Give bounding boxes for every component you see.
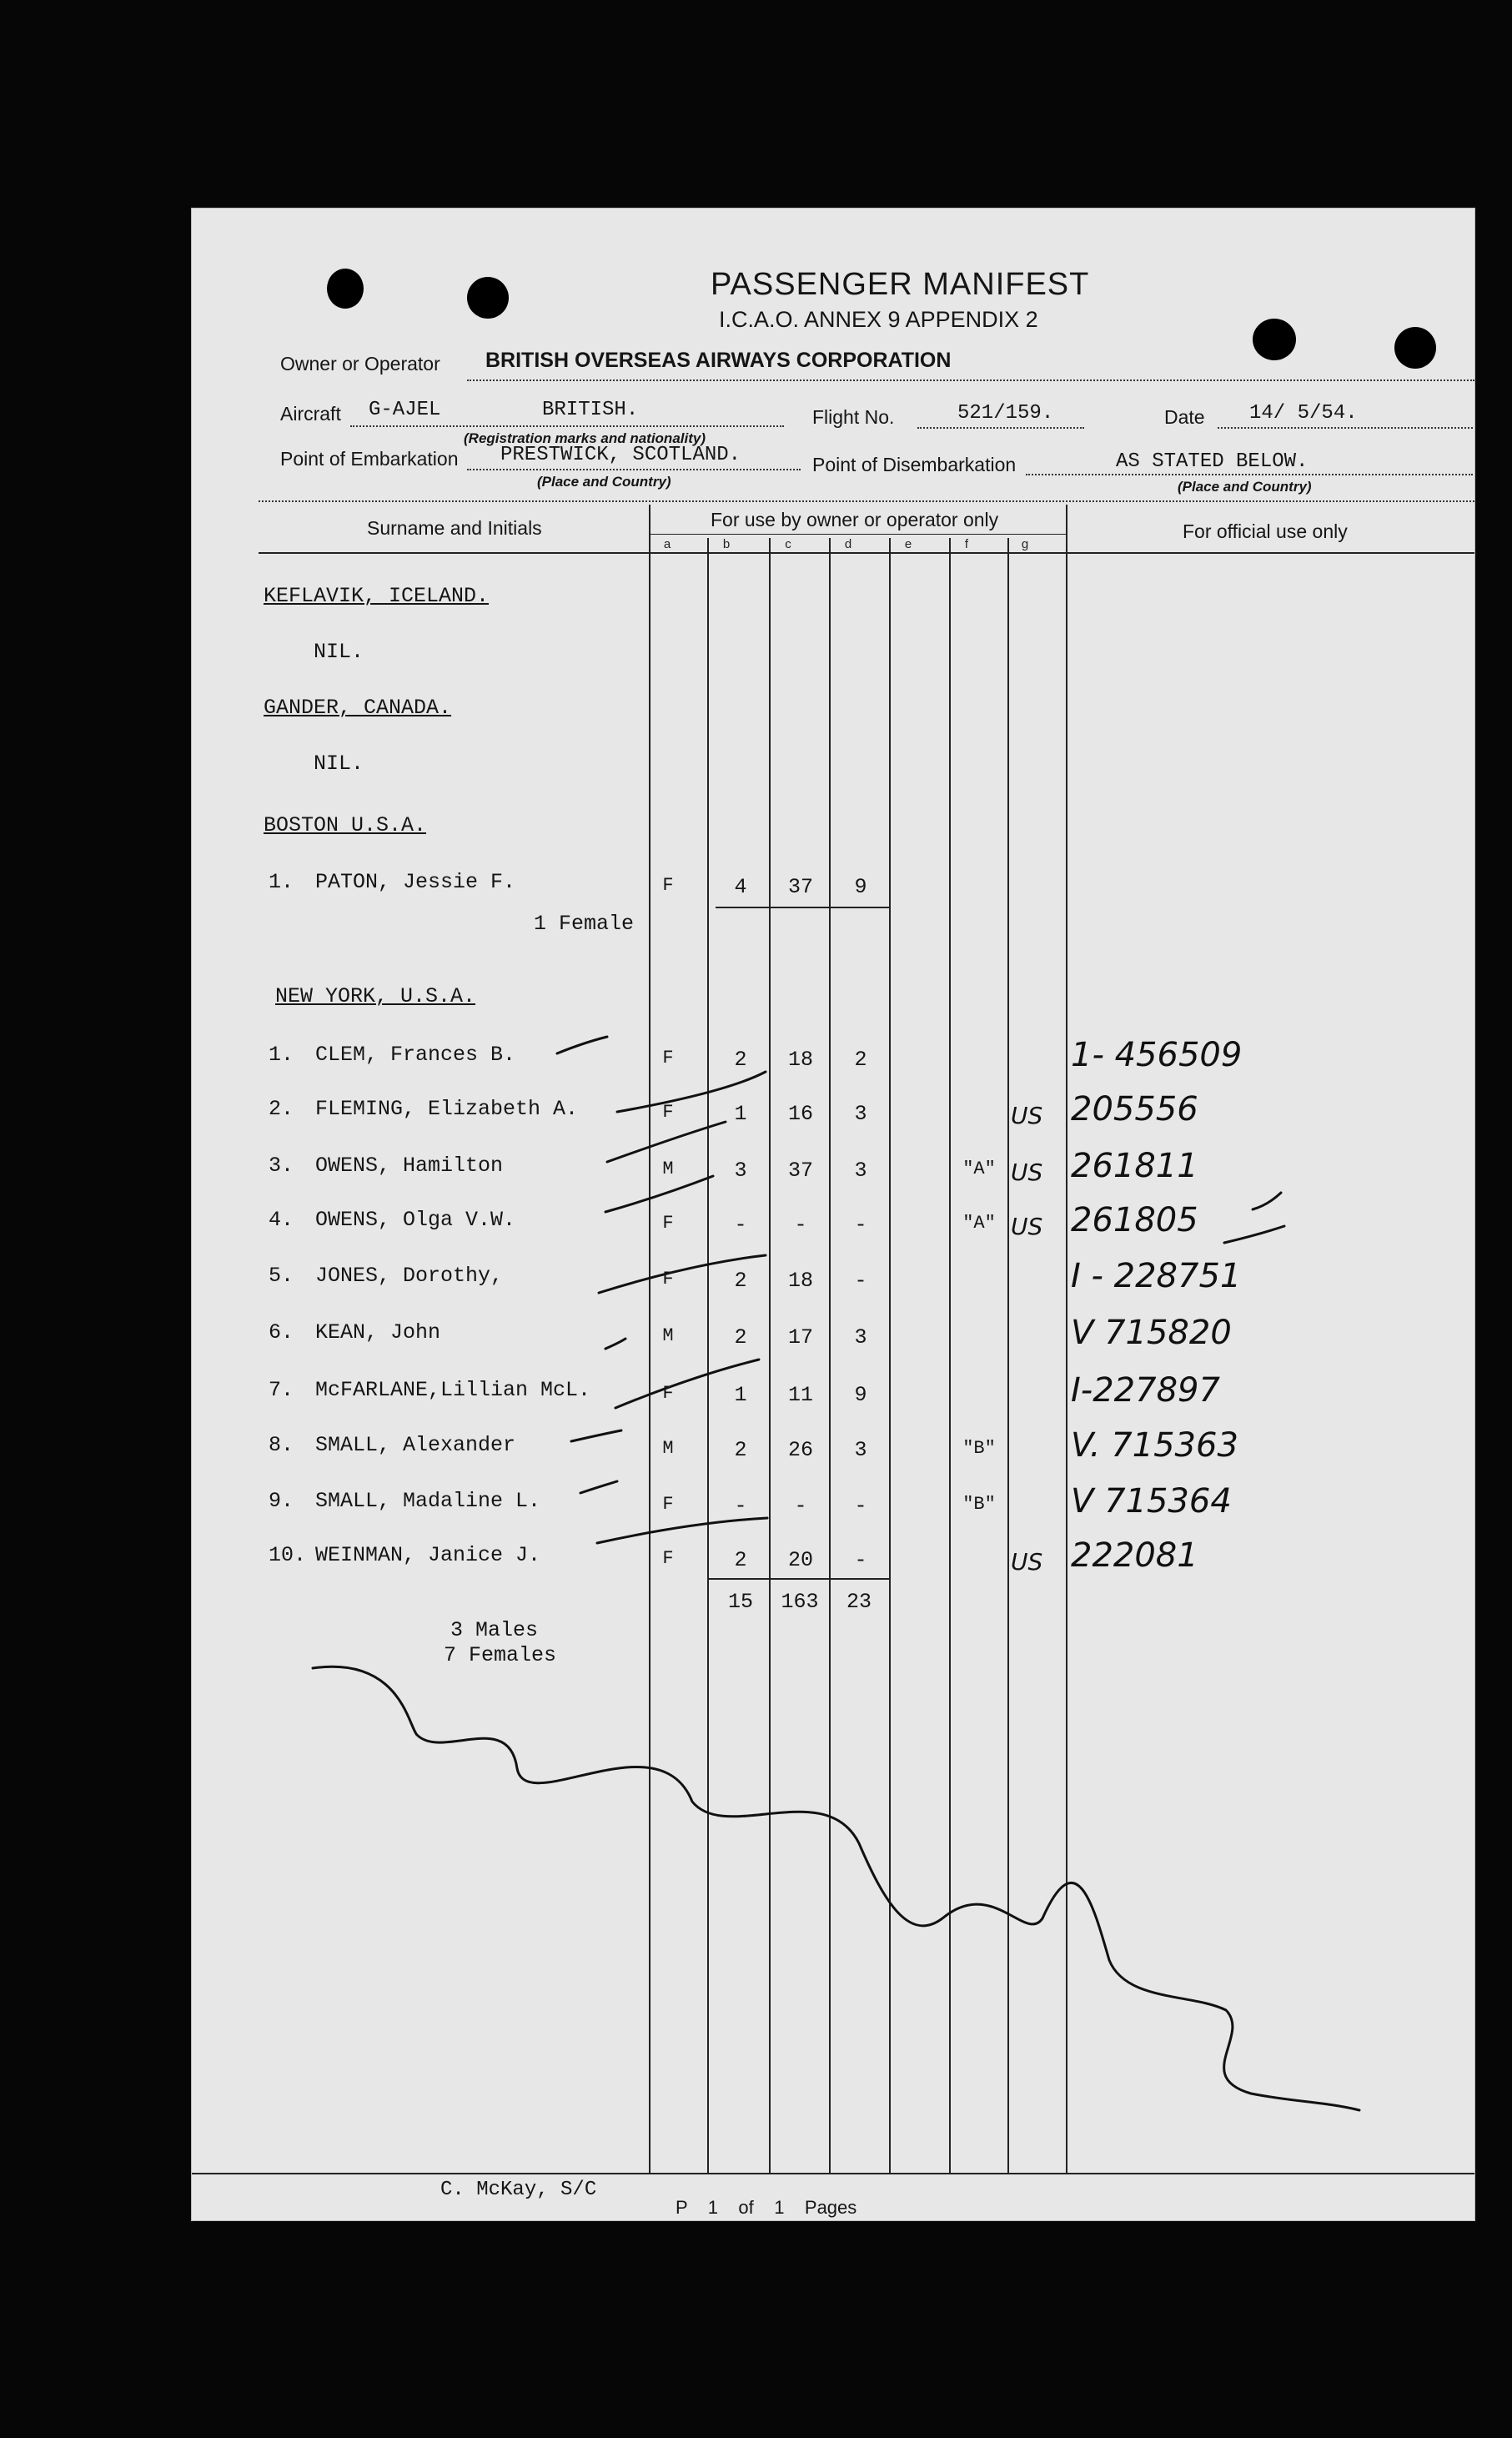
passenger-col-b: 2	[734, 1548, 747, 1572]
page-count: P 1 of 1 Pages	[676, 2197, 857, 2218]
boston-summary: 1 Female	[534, 912, 635, 936]
flight-value: 521/159.	[957, 402, 1054, 425]
surname-column-header: Surname and Initials	[367, 517, 542, 539]
passenger-name: SMALL, Madaline L.	[315, 1489, 541, 1513]
aircraft-value: G-AJEL	[369, 399, 441, 421]
embarkation-note: (Place and Country)	[537, 474, 671, 490]
passenger-name: McFARLANE,Lillian McL.	[315, 1378, 591, 1402]
passenger-number: 1.	[269, 870, 294, 894]
passenger-sex: M	[662, 1325, 674, 1346]
passenger-col-b: 2	[734, 1325, 747, 1350]
passenger-sex: F	[662, 1102, 674, 1123]
passenger-col-d: -	[854, 1269, 867, 1293]
date-label: Date	[1164, 406, 1205, 428]
column-e-header: e	[904, 537, 912, 551]
passenger-col-c: 11	[787, 1383, 813, 1407]
passenger-official-number: I-227897	[1071, 1371, 1220, 1410]
passenger-sex: F	[662, 1494, 674, 1515]
disembarkation-note: (Place and Country)	[1178, 479, 1312, 495]
passenger-col-c: -	[794, 1213, 807, 1237]
flight-label: Flight No.	[812, 406, 895, 428]
passenger-number: 10.	[269, 1543, 307, 1567]
passenger-number: 5.	[269, 1264, 294, 1288]
passenger-official-number: V 715364	[1071, 1482, 1232, 1521]
column-g-header: g	[1021, 537, 1029, 551]
passenger-sex: F	[662, 1269, 674, 1289]
passenger-col-f: "A"	[962, 1213, 996, 1234]
embarkation-label: Point of Embarkation	[280, 448, 459, 470]
passenger-col-c: 18	[787, 1269, 813, 1293]
passenger-col-b: -	[734, 1494, 747, 1518]
aircraft-nationality: BRITISH.	[542, 399, 639, 421]
passenger-col-b: 2	[734, 1438, 747, 1462]
passenger-col-c: 20	[787, 1548, 813, 1572]
passenger-name: SMALL, Alexander	[315, 1433, 516, 1457]
passenger-sex: F	[662, 1048, 674, 1068]
keflavik-nil: NIL.	[314, 640, 364, 664]
passenger-number: 2.	[269, 1097, 294, 1121]
passenger-col-c: -	[794, 1494, 807, 1518]
passenger-col-b: -	[734, 1213, 747, 1237]
passenger-number: 8.	[269, 1433, 294, 1457]
column-b-header: b	[722, 537, 731, 551]
passenger-col-g: US	[1011, 1548, 1043, 1576]
total-c: 163	[781, 1590, 819, 1614]
passenger-official-number: 222081	[1071, 1536, 1198, 1575]
passenger-col-b: 1	[734, 1102, 747, 1126]
column-c-header: c	[785, 537, 791, 551]
date-value: 14/ 5/54.	[1249, 402, 1358, 425]
passenger-name: JONES, Dorothy,	[315, 1264, 504, 1288]
passenger-official-number: V. 715363	[1071, 1426, 1238, 1465]
passenger-official-number: V 715820	[1071, 1314, 1232, 1352]
passenger-name: OWENS, Olga V.W.	[315, 1208, 516, 1232]
passenger-col-d: 2	[854, 1048, 867, 1072]
passenger-col-f: "B"	[962, 1438, 996, 1459]
passenger-col-g: US	[1011, 1159, 1043, 1186]
passenger-col-f: "B"	[962, 1494, 996, 1515]
newyork-females: 7 Females	[444, 1643, 557, 1667]
passenger-number: 1.	[269, 1043, 294, 1067]
passenger-official-number: 1- 456509	[1071, 1036, 1243, 1074]
passenger-official-number: 261805	[1071, 1201, 1198, 1239]
newyork-males: 3 Males	[450, 1618, 539, 1642]
passenger-col-c: 37	[787, 875, 813, 899]
disembarkation-value: AS STATED BELOW.	[1116, 450, 1309, 473]
passenger-name: CLEM, Frances B.	[315, 1043, 516, 1067]
passenger-official-number: I - 228751	[1071, 1257, 1242, 1295]
passenger-sex: M	[662, 1438, 674, 1459]
passenger-col-c: 18	[787, 1048, 813, 1072]
passenger-sex: F	[662, 1548, 674, 1569]
owner-value: BRITISH OVERSEAS AIRWAYS CORPORATION	[485, 349, 952, 372]
passenger-col-d: -	[854, 1548, 867, 1572]
passenger-col-b: 4	[734, 875, 747, 899]
section-keflavik: KEFLAVIK, ICELAND.	[264, 584, 490, 608]
owner-use-header: For use by owner or operator only	[711, 509, 999, 530]
column-f-header: f	[964, 537, 969, 551]
passenger-col-b: 2	[734, 1269, 747, 1293]
manifest-page	[192, 209, 1474, 2220]
passenger-col-b: 1	[734, 1383, 747, 1407]
official-use-header: For official use only	[1183, 520, 1348, 542]
passenger-col-f: "A"	[962, 1159, 996, 1179]
section-boston: BOSTON U.S.A.	[264, 813, 427, 837]
passenger-col-d: 3	[854, 1325, 867, 1350]
section-gander: GANDER, CANADA.	[264, 696, 452, 720]
passenger-col-g: US	[1011, 1213, 1043, 1240]
passenger-col-d: -	[854, 1494, 867, 1518]
passenger-official-number: 261811	[1071, 1147, 1198, 1185]
passenger-name: OWENS, Hamilton	[315, 1154, 504, 1178]
passenger-col-c: 26	[787, 1438, 813, 1462]
passenger-sex: F	[662, 875, 674, 896]
aircraft-label: Aircraft	[280, 403, 341, 425]
signature-block: C. McKay, S/C	[440, 2179, 597, 2201]
passenger-col-b: 2	[734, 1048, 747, 1072]
passenger-name: FLEMING, Elizabeth A.	[315, 1097, 579, 1121]
passenger-sex: M	[662, 1159, 674, 1179]
passenger-name: WEINMAN, Janice J.	[315, 1543, 541, 1567]
passenger-col-g: US	[1011, 1102, 1043, 1129]
passenger-name: PATON, Jessie F.	[315, 870, 516, 894]
passenger-number: 7.	[269, 1378, 294, 1402]
passenger-number: 4.	[269, 1208, 294, 1232]
page-subtitle: I.C.A.O. ANNEX 9 APPENDIX 2	[719, 307, 1038, 332]
disembarkation-label: Point of Disembarkation	[812, 454, 1017, 475]
passenger-name: KEAN, John	[315, 1320, 441, 1345]
passenger-col-d: 9	[854, 1383, 867, 1407]
total-d: 23	[846, 1590, 872, 1614]
passenger-number: 3.	[269, 1154, 294, 1178]
passenger-col-d: 3	[854, 1102, 867, 1126]
embarkation-value: PRESTWICK, SCOTLAND.	[500, 444, 741, 466]
registration-note: (Registration marks and nationality)	[464, 430, 706, 446]
owner-label: Owner or Operator	[280, 353, 440, 374]
page-title: PASSENGER MANIFEST	[711, 267, 1090, 302]
passenger-number: 6.	[269, 1320, 294, 1345]
section-newyork: NEW YORK, U.S.A.	[275, 984, 476, 1008]
total-b: 15	[727, 1590, 753, 1614]
column-a-header: a	[663, 537, 671, 551]
gander-nil: NIL.	[314, 752, 364, 776]
passenger-col-b: 3	[734, 1159, 747, 1183]
passenger-col-d: -	[854, 1213, 867, 1237]
passenger-col-c: 17	[787, 1325, 813, 1350]
passenger-official-number: 205556	[1071, 1090, 1198, 1129]
passenger-sex: F	[662, 1383, 674, 1404]
passenger-number: 9.	[269, 1489, 294, 1513]
passenger-sex: F	[662, 1213, 674, 1234]
passenger-col-c: 37	[787, 1159, 813, 1183]
passenger-col-d: 3	[854, 1159, 867, 1183]
passenger-col-d: 9	[854, 875, 867, 899]
passenger-col-d: 3	[854, 1438, 867, 1462]
column-d-header: d	[844, 537, 852, 551]
passenger-col-c: 16	[787, 1102, 813, 1126]
